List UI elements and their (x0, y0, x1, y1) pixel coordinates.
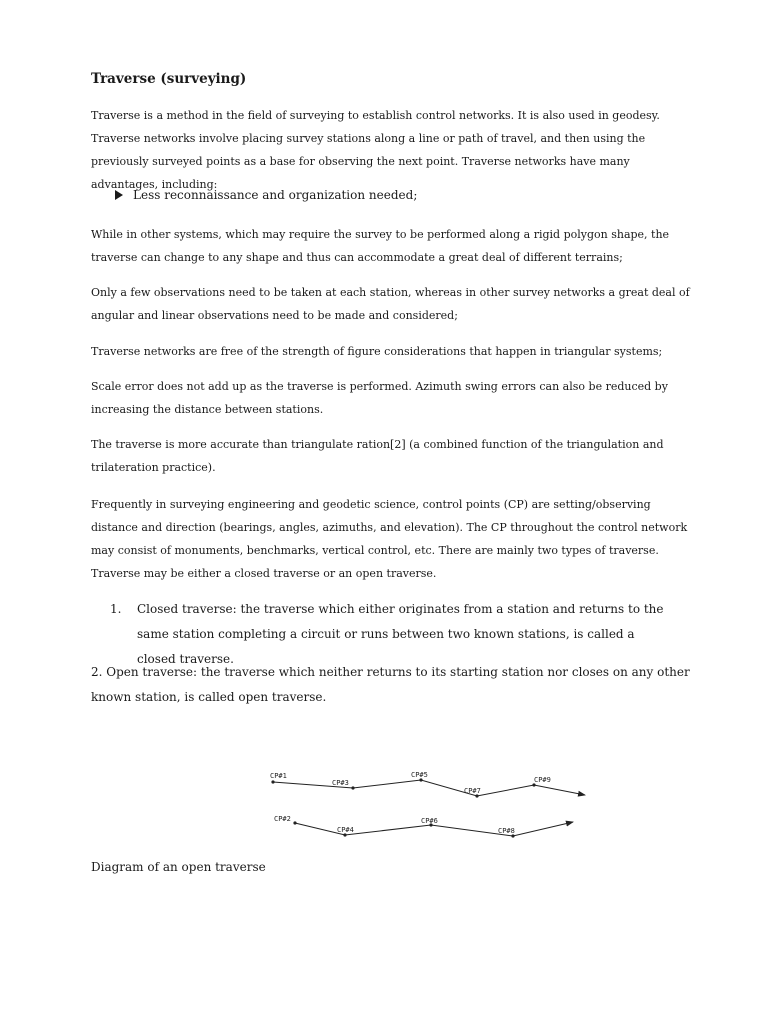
station-label: CP#6 (421, 817, 438, 825)
page-title: Traverse (surveying) (91, 71, 247, 87)
station-label: CP#4 (337, 826, 354, 834)
open-traverse-diagram (255, 727, 600, 875)
station-point (293, 821, 296, 824)
station-label: CP#9 (534, 776, 551, 784)
paragraph-scale-error: Scale error does not add up as the traverse is performed. Azimuth swing errors can also be reduced by increasing the distance between stations. (91, 380, 668, 416)
station-label: CP#1 (270, 772, 287, 780)
paragraph-strength: Traverse networks are free of the strength of figure considerations that happen in triangular systems; (91, 345, 663, 358)
bullet-item (115, 188, 417, 202)
station-points (271, 778, 535, 837)
station-label: CP#3 (332, 779, 349, 787)
list-number: 1. (110, 602, 122, 616)
bullet-text: Less reconnaissance and organization needed; (133, 188, 418, 202)
station-label: CP#2 (274, 815, 291, 823)
intro-paragraph: Traverse is a method in the field of surveying to establish control networks. It is also used in geodesy. Traverse networks involve placing survey stations along a line or path of travel, and then using the previously surveyed points as a base for observing the next point. Traverse networks have many advantages, including: (91, 109, 660, 191)
paragraph-observations: Only a few observations need to be taken at each station, whereas in other survey networks a great deal of angular and linear observations need to be made and considered; (91, 286, 690, 322)
paragraph-terrain: While in other systems, which may require the survey to be performed along a rigid polygon shape, the traverse can change to any shape and thus can accommodate a great deal of different terrains; (91, 228, 670, 264)
diagram-caption: Diagram of an open traverse (91, 860, 266, 874)
paragraph-control-points: Frequently in surveying engineering and geodetic science, control points (CP) are setting/observing distance and direction (bearings, angles, azimuths, and elevation). The CP throughout the control network may consist of monuments, benchmarks, vertical control, etc. There are mainly two types of traverse. Traverse may be either a closed traverse or an open traverse. (91, 498, 688, 580)
station-label: CP#5 (411, 771, 428, 779)
arrow-bullet-icon (115, 190, 123, 200)
paragraph-accuracy: The traverse is more accurate than triangulate ration[2] (a combined function of the triangulation and trilateration practice). (91, 438, 664, 474)
station-label: CP#8 (498, 827, 515, 835)
list-item-open-traverse: 2. Open traverse: the traverse which neither returns to its starting station nor closes on any other known station, is called open traverse. (91, 665, 690, 704)
station-point (351, 786, 354, 789)
station-label: CP#7 (464, 787, 481, 795)
list-item-text: Closed traverse: the traverse which either originates from a station and returns to the same station completing a circuit or runs between two known stations, is called a closed traverse. (137, 602, 664, 666)
station-point (271, 780, 274, 783)
